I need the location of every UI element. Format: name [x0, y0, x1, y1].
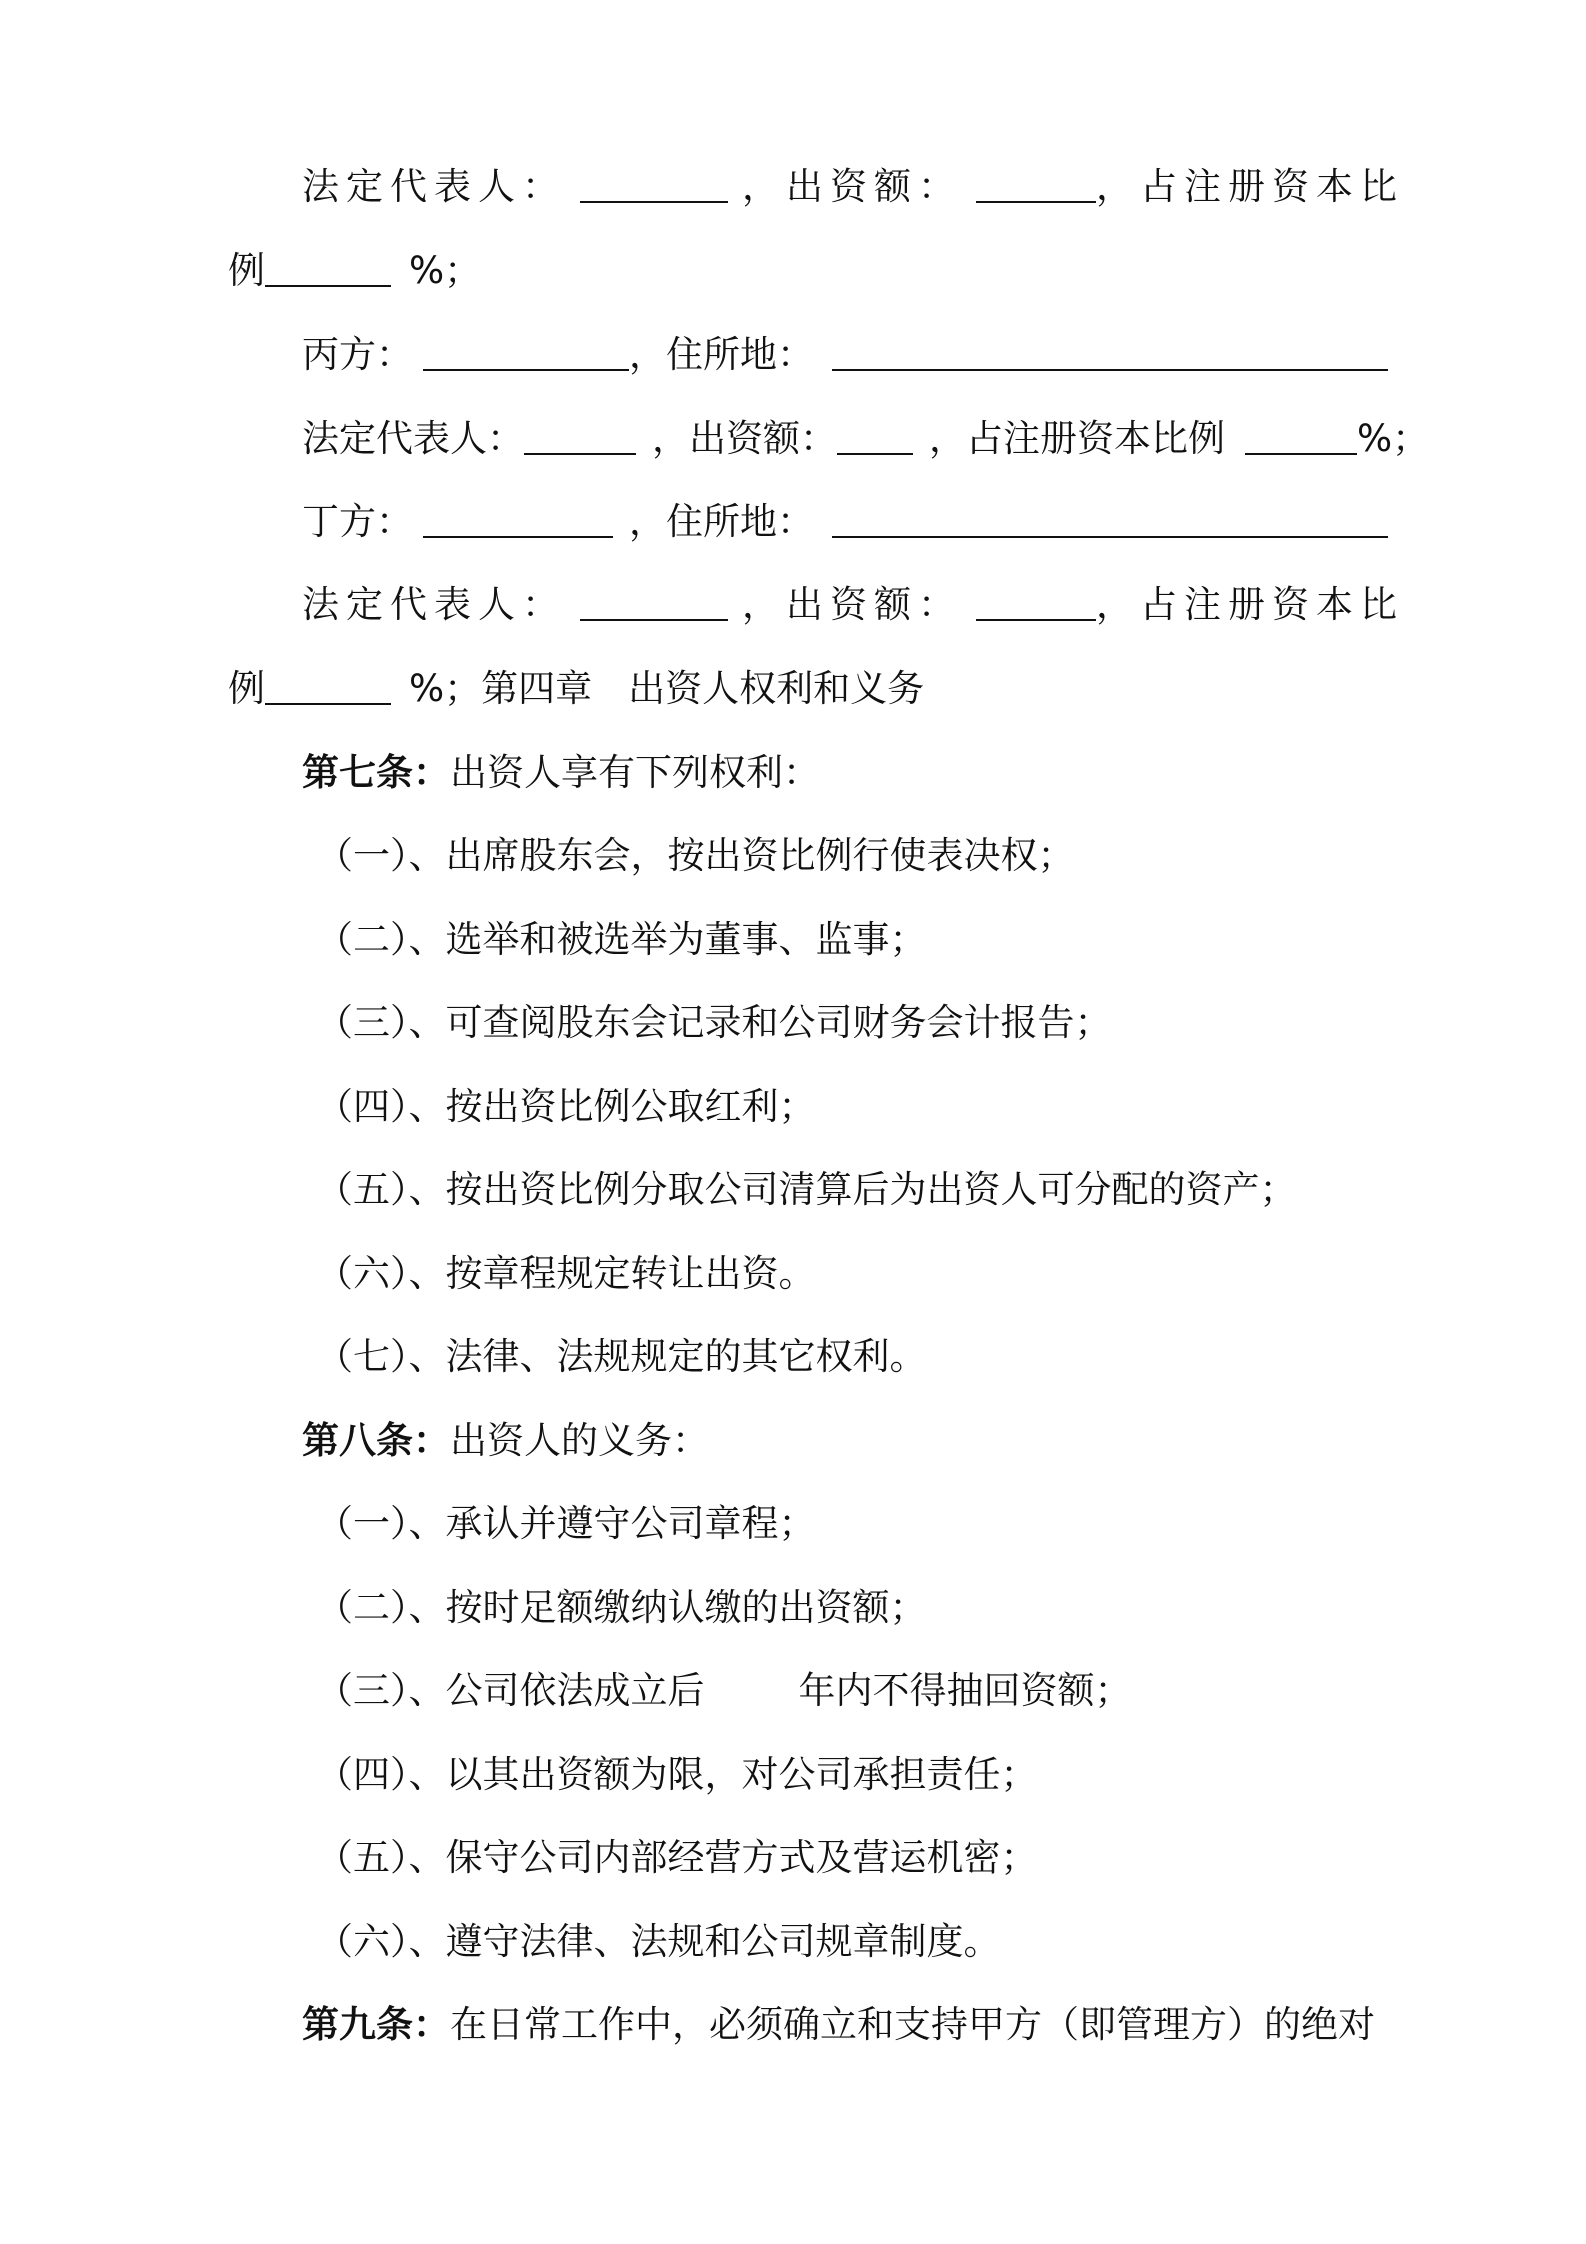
article-8-text: 出资人的义务： — [450, 1419, 709, 1462]
capital-label: ，出资额： — [742, 583, 962, 626]
address-blank — [832, 502, 1388, 538]
doc-line-ratio-chapter — [228, 664, 924, 714]
ratio-blank — [265, 251, 391, 287]
ratio-prefix: 例 — [228, 249, 265, 292]
address-label: ，住所地： — [629, 333, 814, 376]
ratio-label: ，占注册资本比 — [1096, 583, 1404, 626]
address-label: ，住所地： — [629, 500, 814, 543]
article-9-label: 第九条： — [302, 2003, 450, 2046]
legal-rep-label: 法定代表人： — [302, 165, 566, 208]
ratio-label: ，占注册资本比例 — [929, 417, 1225, 460]
article-8 — [302, 1416, 709, 1466]
ratio-blank — [1245, 419, 1357, 455]
party-d-blank — [423, 502, 613, 538]
article-7-text: 出资人享有下列权利： — [450, 751, 820, 794]
article-8-label: 第八条： — [302, 1419, 450, 1462]
doc-line-legal-rep-3 — [302, 580, 1404, 630]
duty-3-text: （三）、公司依法成立后 — [316, 1669, 705, 1712]
article-7 — [302, 748, 820, 798]
percent-suffix: %； — [409, 249, 482, 292]
rights-item: （四）、按出资比例公取红利； — [316, 1085, 816, 1128]
doc-line-legal-rep-1 — [302, 162, 1404, 212]
duties-item: （二）、按时足额缴纳认缴的出资额； — [316, 1586, 927, 1629]
duty-3-tail: 年内不得抽回资额； — [798, 1669, 1132, 1712]
rights-item: （三）、可查阅股东会记录和公司财务会计报告； — [316, 1001, 1112, 1044]
doc-line-party-c — [302, 330, 1388, 380]
rights-item: （五）、按出资比例分取公司清算后为出资人可分配的资产； — [316, 1168, 1297, 1211]
capital-label: ，出资额： — [742, 165, 962, 208]
ratio-label: ，占注册资本比 — [1096, 165, 1404, 208]
article-9-text: 在日常工作中，必须确立和支持甲方（即管理方）的绝对 — [450, 2003, 1375, 2046]
party-c-blank — [423, 335, 629, 371]
ratio-blank — [265, 669, 391, 705]
legal-rep-label: 法定代表人： — [302, 583, 566, 626]
chapter-heading: %；第四章 — [409, 667, 593, 710]
legal-rep-blank — [524, 419, 636, 455]
duties-item: （六）、遵守法律、法规和公司规章制度。 — [316, 1920, 1001, 1963]
duties-item — [316, 1666, 1132, 1716]
capital-label: ，出资额： — [652, 417, 837, 460]
article-9 — [302, 2000, 1375, 2050]
legal-rep-label: 法定代表人： — [302, 417, 524, 460]
doc-line-party-d — [302, 497, 1388, 547]
duties-item: （五）、保守公司内部经营方式及营运机密； — [316, 1836, 1038, 1879]
capital-blank — [976, 585, 1096, 621]
doc-line-ratio-1 — [228, 246, 481, 296]
party-d-label: 丁方： — [302, 500, 413, 543]
rights-item: （六）、按章程规定转让出资。 — [316, 1252, 816, 1295]
duties-item: （一）、承认并遵守公司章程； — [316, 1502, 816, 1545]
capital-blank — [976, 167, 1096, 203]
chapter-title: 出资人权利和义务 — [628, 667, 925, 710]
article-7-label: 第七条： — [302, 751, 450, 794]
legal-rep-blank — [580, 167, 728, 203]
ratio-prefix: 例 — [228, 667, 265, 710]
rights-item: （一）、出席股东会，按出资比例行使表决权； — [316, 834, 1075, 877]
capital-blank — [837, 419, 913, 455]
rights-item: （二）、选举和被选举为董事、监事； — [316, 918, 927, 961]
rights-item: （七）、法律、法规规定的其它权利。 — [316, 1335, 927, 1378]
legal-rep-blank — [580, 585, 728, 621]
party-c-label: 丙方： — [302, 333, 413, 376]
doc-line-legal-rep-2 — [302, 414, 1429, 464]
address-blank — [832, 335, 1388, 371]
percent-suffix: %； — [1357, 417, 1430, 460]
duties-item: （四）、以其出资额为限，对公司承担责任； — [316, 1753, 1038, 1796]
